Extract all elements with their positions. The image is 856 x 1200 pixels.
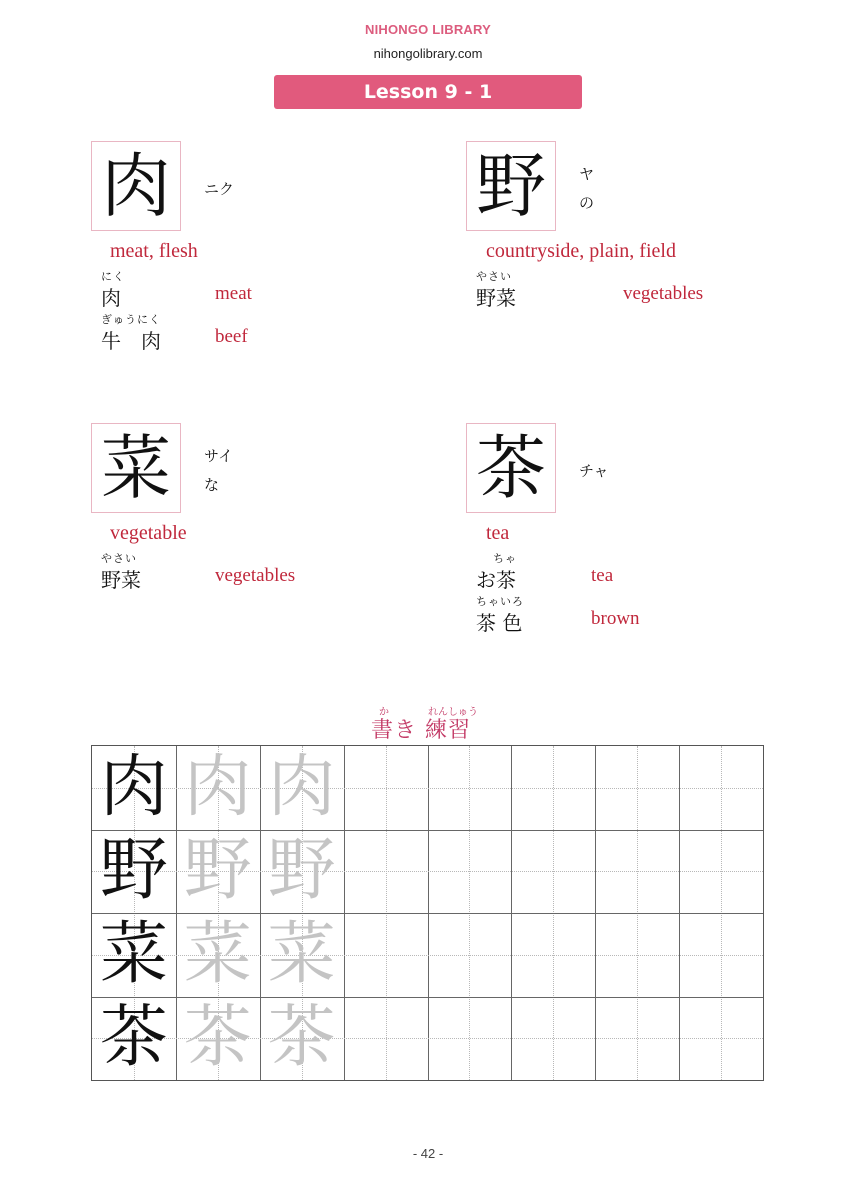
practice-furigana-renshu: れんしゅう xyxy=(428,707,478,718)
reading-on: サイ xyxy=(204,447,233,465)
reading-on: ニク xyxy=(204,180,235,198)
word-furigana: ちゃ xyxy=(493,552,517,565)
kanji-box-cha: 茶 xyxy=(466,423,556,513)
practice-furigana-kaki: か xyxy=(379,707,389,718)
page-number: - 42 - xyxy=(412,1146,444,1161)
trace-kanji: 肉 xyxy=(267,747,336,827)
model-kanji: 茶 xyxy=(99,998,168,1078)
vocab-word: 牛 肉 xyxy=(101,329,161,353)
vocab-word: 野菜 xyxy=(476,286,516,310)
writing-practice-grid xyxy=(91,745,764,1081)
kanji-meaning: countryside, plain, field xyxy=(486,240,676,262)
trace-kanji: 菜 xyxy=(267,914,336,994)
reading-on: チャ xyxy=(579,462,609,480)
trace-kanji: 肉 xyxy=(183,747,252,827)
vocab-meaning: brown xyxy=(591,608,640,629)
vocab-meaning: beef xyxy=(215,326,248,347)
vocab-word: 肉 xyxy=(101,286,121,310)
model-kanji: 肉 xyxy=(99,747,168,827)
vocab-word: 茶 色 xyxy=(476,611,523,635)
kanji-meaning: vegetable xyxy=(110,522,187,544)
kanji-box-sai: 菜 xyxy=(91,423,181,513)
word-furigana: ちゃいろ xyxy=(476,595,524,608)
kanji-meaning: tea xyxy=(486,522,510,544)
vocab-meaning: vegetables xyxy=(215,565,296,586)
trace-kanji: 茶 xyxy=(183,998,252,1078)
word-furigana: ぎゅうにく xyxy=(101,313,161,326)
vocab-meaning: tea xyxy=(591,565,614,586)
trace-kanji: 野 xyxy=(183,831,252,911)
practice-title: 書き 練習 xyxy=(371,718,471,743)
kanji-box-niku: 肉 xyxy=(91,141,181,231)
model-kanji: 野 xyxy=(99,831,168,911)
vocab-meaning: meat xyxy=(215,283,252,304)
vocab-word: 野菜 xyxy=(101,568,141,592)
reading-kun: な xyxy=(204,476,220,494)
lesson-banner: Lesson 9 - 1 xyxy=(274,75,582,109)
kanji-box-ya: 野 xyxy=(466,141,556,231)
trace-kanji: 茶 xyxy=(267,998,336,1078)
word-furigana: にく xyxy=(101,270,125,283)
brand-title: NIHONGO LIBRARY xyxy=(364,22,492,37)
word-furigana: やさい xyxy=(476,270,512,283)
model-kanji: 菜 xyxy=(99,914,168,994)
word-furigana: やさい xyxy=(101,552,137,565)
trace-kanji: 野 xyxy=(267,831,336,911)
kanji-meaning: meat, flesh xyxy=(110,240,198,262)
reading-on: ヤ xyxy=(579,165,595,183)
trace-kanji: 菜 xyxy=(183,914,252,994)
vocab-meaning: vegetables xyxy=(623,283,704,304)
reading-kun: の xyxy=(579,194,595,212)
vocab-word: お茶 xyxy=(476,568,516,592)
site-url: nihongolibrary.com xyxy=(373,46,483,61)
